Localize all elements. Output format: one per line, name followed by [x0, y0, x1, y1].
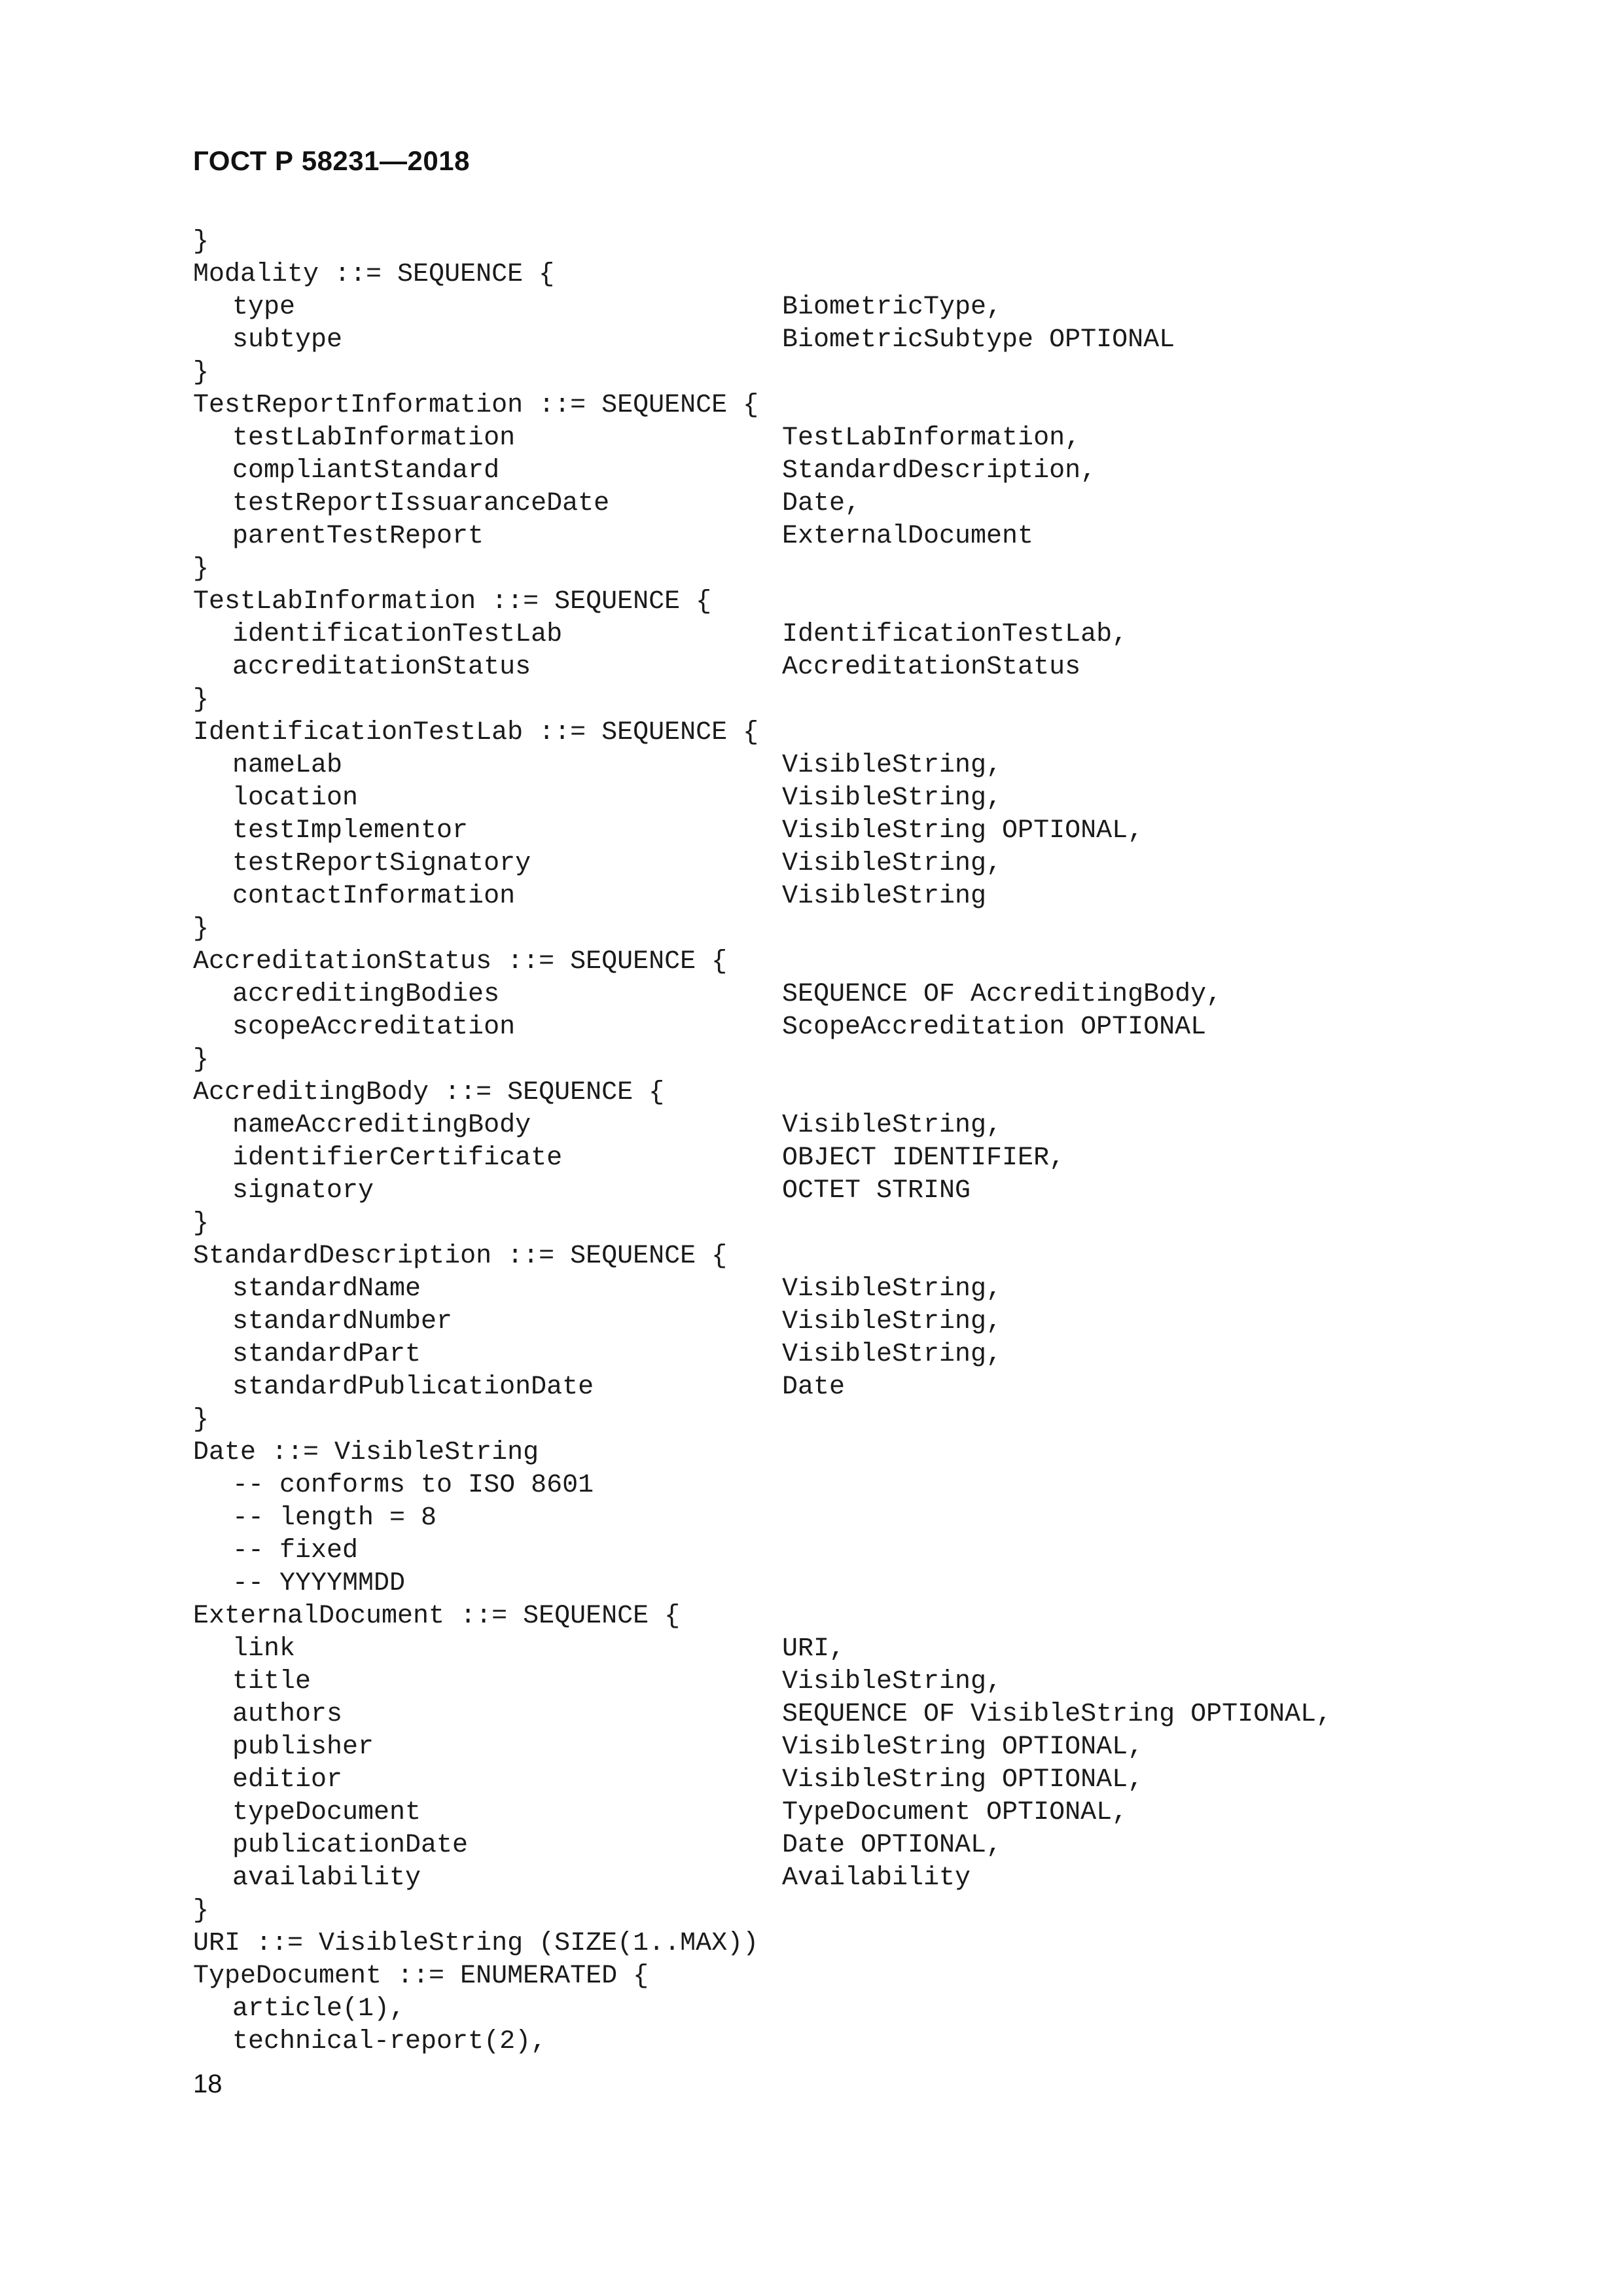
code-line — [193, 848, 1502, 880]
code-statement: URI ::= VisibleString (SIZE(1..MAX)) — [193, 1929, 759, 1958]
code-line — [193, 586, 1502, 619]
field-type: OCTET STRING — [782, 1176, 971, 1206]
code-comment-or-item: article(1), — [232, 1994, 406, 2024]
code-line — [193, 815, 1502, 848]
code-line — [193, 1437, 1502, 1469]
field-name: typeDocument — [232, 1798, 421, 1827]
code-line — [193, 1731, 1502, 1764]
field-type: VisibleString, — [782, 751, 1003, 780]
code-statement: Modality ::= SEQUENCE { — [193, 260, 555, 289]
code-line — [193, 291, 1502, 324]
code-line — [193, 1928, 1502, 1960]
code-statement: StandardDescription ::= SEQUENCE { — [193, 1242, 728, 1271]
code-line — [193, 259, 1502, 291]
code-line — [193, 1666, 1502, 1698]
field-type: TestLabInformation, — [782, 423, 1081, 453]
field-type: BiometricType, — [782, 293, 1003, 322]
field-name: standardNumber — [232, 1307, 453, 1336]
field-name: testReportIssuaranceDate — [232, 489, 610, 518]
code-statement: } — [193, 685, 209, 715]
page-header-standard-id: ГОСТ Р 58231—2018 — [193, 145, 470, 176]
asn1-code-listing — [193, 226, 1502, 2058]
code-statement: ExternalDocument ::= SEQUENCE { — [193, 1602, 681, 1631]
code-line — [193, 1698, 1502, 1731]
code-line — [193, 1142, 1502, 1175]
field-name: compliantStandard — [232, 456, 500, 486]
code-line — [193, 1371, 1502, 1404]
field-name: availability — [232, 1863, 421, 1893]
code-statement: } — [193, 358, 209, 387]
code-line — [193, 651, 1502, 684]
field-name: editior — [232, 1765, 343, 1795]
field-name: standardPart — [232, 1340, 421, 1369]
field-type: Date OPTIONAL, — [782, 1831, 1003, 1860]
field-type: VisibleString — [782, 882, 987, 911]
code-line — [193, 1011, 1502, 1044]
code-line — [193, 1404, 1502, 1437]
code-line — [193, 913, 1502, 946]
code-statement: Date ::= VisibleString — [193, 1438, 539, 1467]
code-statement: } — [193, 1209, 209, 1238]
code-line — [193, 1764, 1502, 1797]
field-type: IdentificationTestLab, — [782, 620, 1128, 649]
code-line — [193, 488, 1502, 520]
field-type: ScopeAccreditation OPTIONAL — [782, 1013, 1207, 1042]
field-type: VisibleString OPTIONAL, — [782, 816, 1144, 846]
field-type: VisibleString, — [782, 1340, 1003, 1369]
field-name: identificationTestLab — [232, 620, 563, 649]
field-type: VisibleString OPTIONAL, — [782, 1732, 1144, 1762]
code-line — [193, 357, 1502, 389]
code-line — [193, 2026, 1502, 2058]
code-line — [193, 1109, 1502, 1142]
field-name: testReportSignatory — [232, 849, 531, 878]
field-type: SEQUENCE OF AccreditingBody, — [782, 980, 1222, 1009]
code-line — [193, 946, 1502, 978]
field-name: accreditingBodies — [232, 980, 500, 1009]
field-name: location — [232, 783, 359, 813]
code-line — [193, 1240, 1502, 1273]
code-line — [193, 1960, 1502, 1993]
code-line — [193, 880, 1502, 913]
code-statement: } — [193, 554, 209, 584]
field-type: BiometricSubtype OPTIONAL — [782, 325, 1175, 355]
code-statement: } — [193, 1045, 209, 1075]
field-type: VisibleString, — [782, 1111, 1003, 1140]
field-name: signatory — [232, 1176, 374, 1206]
code-line — [193, 1077, 1502, 1109]
field-name: subtype — [232, 325, 343, 355]
code-line — [193, 978, 1502, 1011]
code-line — [193, 619, 1502, 651]
code-line — [193, 1273, 1502, 1306]
field-name: authors — [232, 1700, 343, 1729]
code-statement: } — [193, 914, 209, 944]
code-comment-or-item: -- conforms to ISO 8601 — [232, 1471, 594, 1500]
code-line — [193, 1208, 1502, 1240]
field-name: standardName — [232, 1274, 421, 1304]
code-line — [193, 455, 1502, 488]
page-number: 18 — [193, 2070, 223, 2098]
code-statement: IdentificationTestLab ::= SEQUENCE { — [193, 718, 759, 747]
code-line — [193, 226, 1502, 259]
code-line — [193, 1044, 1502, 1077]
code-statement: TestLabInformation ::= SEQUENCE { — [193, 587, 712, 617]
code-line — [193, 422, 1502, 455]
field-type: AccreditationStatus — [782, 653, 1081, 682]
code-line — [193, 1993, 1502, 2026]
field-name: accreditationStatus — [232, 653, 531, 682]
field-type: VisibleString, — [782, 783, 1003, 813]
field-type: VisibleString, — [782, 1307, 1003, 1336]
code-line — [193, 553, 1502, 586]
code-line — [193, 1338, 1502, 1371]
code-line — [193, 1633, 1502, 1666]
code-line — [193, 1862, 1502, 1895]
field-name: link — [232, 1634, 296, 1664]
code-statement: AccreditingBody ::= SEQUENCE { — [193, 1078, 665, 1107]
code-line — [193, 749, 1502, 782]
code-statement: AccreditationStatus ::= SEQUENCE { — [193, 947, 728, 977]
field-type: URI, — [782, 1634, 846, 1664]
code-statement: } — [193, 1896, 209, 1926]
code-line — [193, 782, 1502, 815]
code-line — [193, 1306, 1502, 1338]
code-comment-or-item: -- length = 8 — [232, 1503, 437, 1533]
code-line — [193, 389, 1502, 422]
field-type: VisibleString, — [782, 1667, 1003, 1696]
code-line — [193, 1568, 1502, 1600]
code-statement: } — [193, 227, 209, 257]
code-comment-or-item: -- fixed — [232, 1536, 359, 1566]
code-line — [193, 1175, 1502, 1208]
code-comment-or-item: -- YYYYMMDD — [232, 1569, 406, 1598]
code-line — [193, 1797, 1502, 1829]
code-statement: TypeDocument ::= ENUMERATED { — [193, 1962, 649, 1991]
code-line — [193, 1502, 1502, 1535]
field-name: testLabInformation — [232, 423, 516, 453]
code-line — [193, 1535, 1502, 1568]
code-line — [193, 1600, 1502, 1633]
field-name: publisher — [232, 1732, 374, 1762]
code-statement: } — [193, 1405, 209, 1435]
code-line — [193, 1469, 1502, 1502]
field-name: identifierCertificate — [232, 1143, 563, 1173]
field-name: nameLab — [232, 751, 343, 780]
field-type: SEQUENCE OF VisibleString OPTIONAL, — [782, 1700, 1332, 1729]
code-comment-or-item: technical-report(2), — [232, 2027, 547, 2056]
code-line — [193, 1829, 1502, 1862]
field-type: Availability — [782, 1863, 971, 1893]
code-statement: TestReportInformation ::= SEQUENCE { — [193, 391, 759, 420]
field-name: standardPublicationDate — [232, 1372, 594, 1402]
field-name: publicationDate — [232, 1831, 469, 1860]
field-type: VisibleString OPTIONAL, — [782, 1765, 1144, 1795]
field-type: TypeDocument OPTIONAL, — [782, 1798, 1128, 1827]
field-name: title — [232, 1667, 312, 1696]
field-type: ExternalDocument — [782, 522, 1034, 551]
code-line — [193, 684, 1502, 717]
field-type: VisibleString, — [782, 1274, 1003, 1304]
field-name: parentTestReport — [232, 522, 484, 551]
field-name: type — [232, 293, 296, 322]
field-type: VisibleString, — [782, 849, 1003, 878]
code-line — [193, 520, 1502, 553]
field-name: contactInformation — [232, 882, 516, 911]
field-name: scopeAccreditation — [232, 1013, 516, 1042]
code-line — [193, 717, 1502, 749]
field-name: testImplementor — [232, 816, 469, 846]
field-type: Date — [782, 1372, 846, 1402]
field-type: Date, — [782, 489, 861, 518]
field-type: OBJECT IDENTIFIER, — [782, 1143, 1065, 1173]
field-type: StandardDescription, — [782, 456, 1097, 486]
field-name: nameAccreditingBody — [232, 1111, 531, 1140]
code-line — [193, 1895, 1502, 1928]
code-line — [193, 324, 1502, 357]
